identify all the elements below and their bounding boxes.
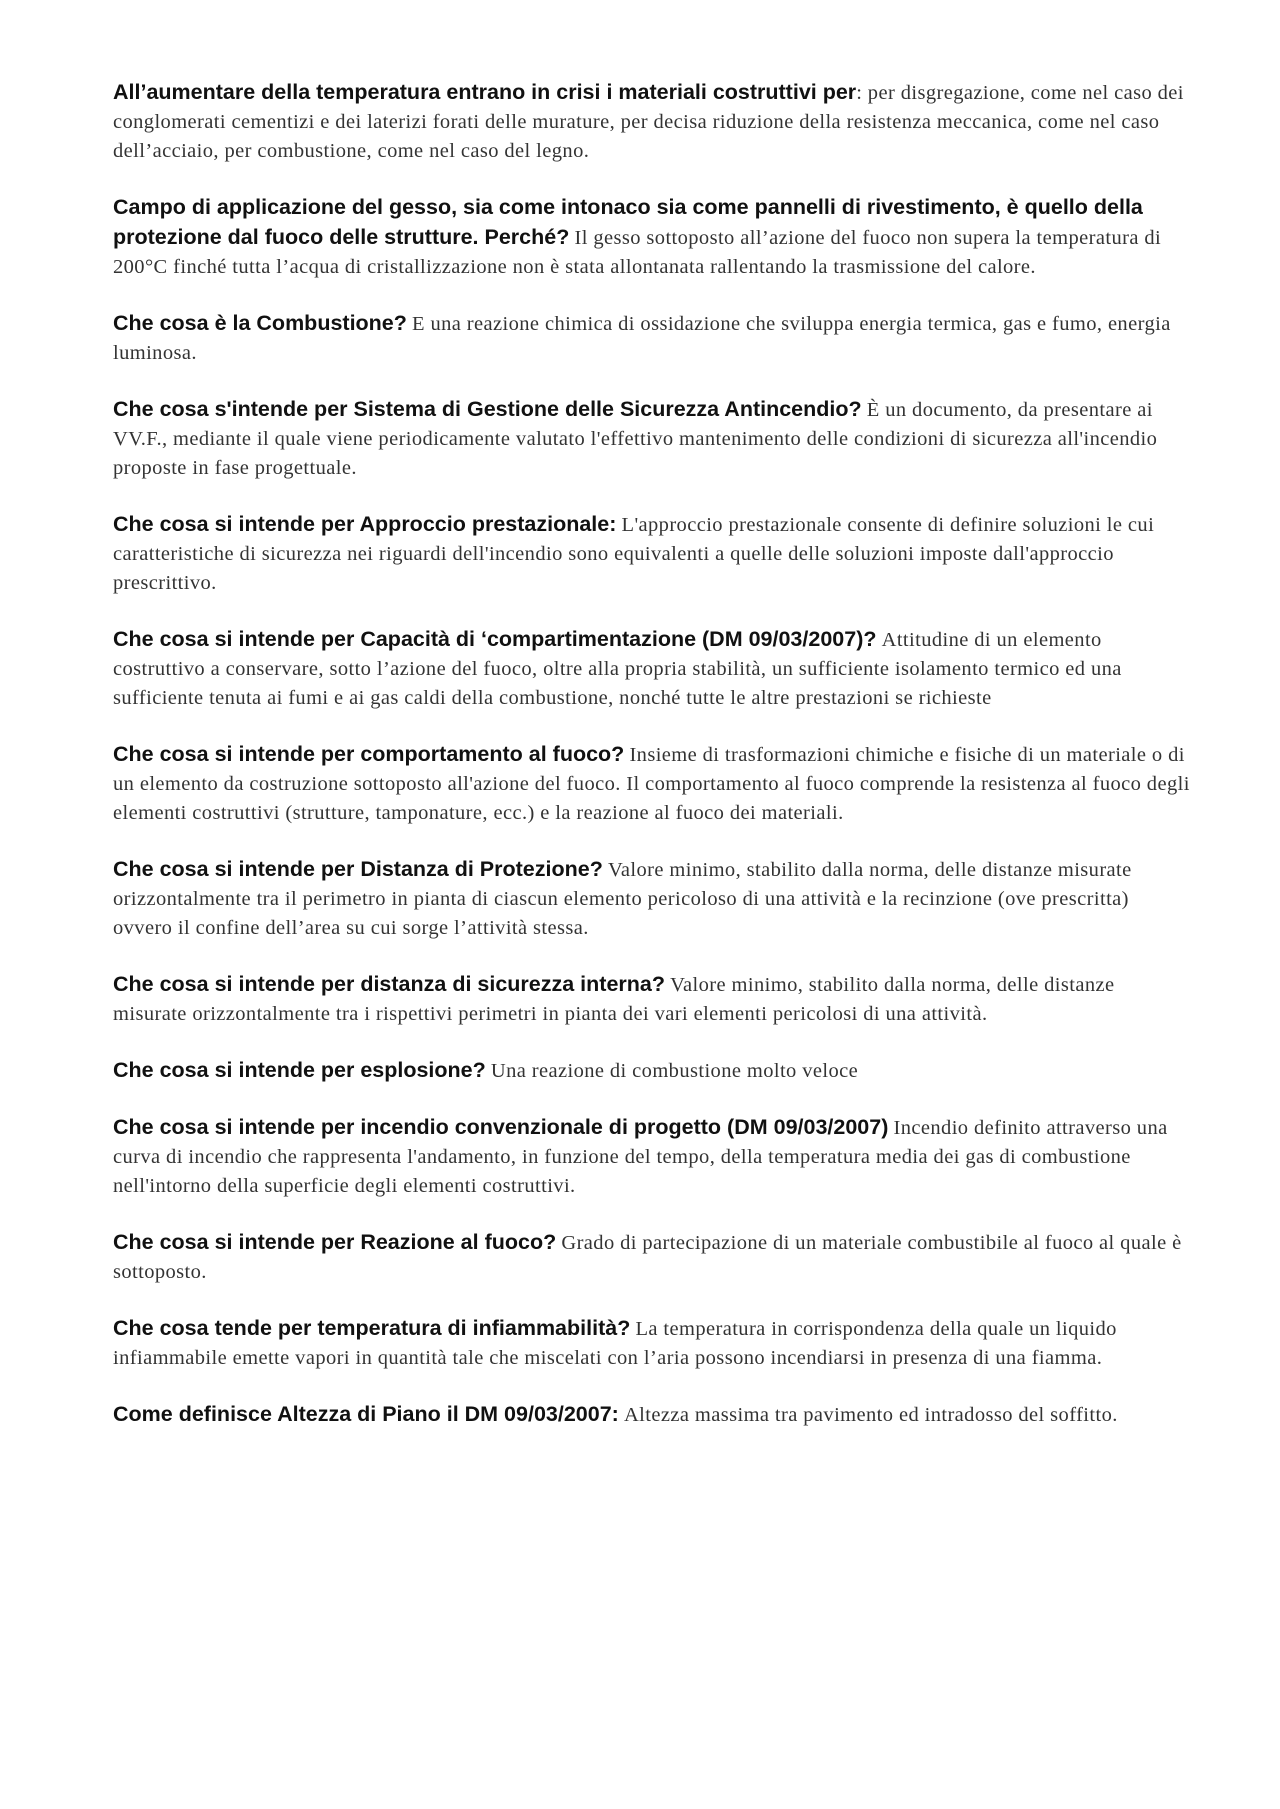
qa-entry-2 bbox=[113, 193, 1193, 282]
question: Che cosa s'intende per Sistema di Gestione delle Sicurezza Antincendio? bbox=[113, 397, 862, 421]
qa-entry-4 bbox=[113, 395, 1193, 483]
qa-entry-12 bbox=[113, 1228, 1193, 1287]
qa-entry-14 bbox=[113, 1400, 1193, 1430]
question: Che cosa si intende per distanza di sicurezza interna? bbox=[113, 972, 665, 996]
qa-entry-13 bbox=[113, 1314, 1193, 1373]
answer: E una reazione chimica di ossidazione che sviluppa energia termica, gas e fumo, energia luminosa. bbox=[113, 313, 1171, 364]
question: Che cosa tende per temperatura di infiammabilità? bbox=[113, 1316, 631, 1340]
document-page bbox=[113, 78, 1193, 1457]
answer: : per disgregazione, come nel caso dei conglomerati cementizi e dei laterizi forati delle murature, per decisa riduzione della resistenza meccanica, come nel caso dell’acciaio, per combustione, come nel caso del legno. bbox=[113, 82, 1184, 162]
qa-entry-11 bbox=[113, 1113, 1193, 1201]
question: Che cosa si intende per Reazione al fuoco? bbox=[113, 1230, 557, 1254]
qa-entry-3 bbox=[113, 309, 1193, 368]
qa-entry-6 bbox=[113, 625, 1193, 713]
question: All’aumentare della temperatura entrano in crisi i materiali costruttivi per bbox=[113, 80, 857, 104]
answer: Grado di partecipazione di un materiale combustibile al fuoco al quale è sottoposto. bbox=[113, 1232, 1182, 1283]
answer: Altezza massima tra pavimento ed intradosso del soffitto. bbox=[623, 1404, 1118, 1426]
answer: È un documento, da presentare ai VV.F., mediante il quale viene periodicamente valutato l'effettivo mantenimento delle condizioni di sicurezza all'incendio proposte in fase progettuale. bbox=[113, 399, 1158, 479]
answer: Una reazione di combustione molto veloce bbox=[490, 1060, 859, 1082]
answer: Incendio definito attraverso una curva di incendio che rappresenta l'andamento, in funzione del tempo, della temperatura media dei gas di combustione nell'intorno della superficie degli elementi costruttivi. bbox=[113, 1117, 1168, 1197]
answer: Valore minimo, stabilito dalla norma, delle distanze misurate orizzontalmente tra il perimetro in pianta di ciascun elemento pericoloso di una attività e la recinzione (ove prescritta) ovvero il confine dell’area su cui sorge l’attività stessa. bbox=[113, 859, 1132, 939]
question: Che cosa si intende per Distanza di Protezione? bbox=[113, 857, 603, 881]
qa-entry-9 bbox=[113, 970, 1193, 1029]
answer: Valore minimo, stabilito dalla norma, delle distanze misurate orizzontalmente tra i rispettivi perimetri in pianta dei vari elementi pericolosi di una attività. bbox=[113, 974, 1115, 1025]
question: Che cosa si intende per Capacità di ‘compartimentazione (DM 09/03/2007)? bbox=[113, 627, 877, 651]
question: Che cosa è la Combustione? bbox=[113, 311, 407, 335]
question: Che cosa si intende per Approccio prestazionale: bbox=[113, 512, 617, 536]
qa-entry-5 bbox=[113, 510, 1193, 598]
question: Che cosa si intende per incendio convenzionale di progetto (DM 09/03/2007) bbox=[113, 1115, 889, 1139]
question: Campo di applicazione del gesso, sia come intonaco sia come pannelli di rivestimento, è quello della protezione dal fuoco delle strutture. Perché? bbox=[113, 195, 1143, 249]
qa-entry-8 bbox=[113, 855, 1193, 943]
answer: Attitudine di un elemento costruttivo a conservare, sotto l’azione del fuoco, oltre alla propria stabilità, un sufficiente isolamento termico ed una sufficiente tenuta ai fumi e ai gas caldi della combustione, nonché tutte le altre prestazioni se richieste bbox=[113, 629, 1122, 709]
qa-entry-1 bbox=[113, 78, 1193, 166]
qa-entry-7 bbox=[113, 740, 1193, 828]
question: Come definisce Altezza di Piano il DM 09/03/2007: bbox=[113, 1402, 619, 1426]
question: Che cosa si intende per esplosione? bbox=[113, 1058, 486, 1082]
answer: La temperatura in corrispondenza della quale un liquido infiammabile emette vapori in quantità tale che miscelati con l’aria possono incendiarsi in presenza di una fiamma. bbox=[113, 1318, 1117, 1369]
answer: L'approccio prestazionale consente di definire soluzioni le cui caratteristiche di sicurezza nei riguardi dell'incendio sono equivalenti a quelle delle soluzioni imposte dall'approccio prescrittivo. bbox=[113, 514, 1155, 594]
qa-entry-10 bbox=[113, 1056, 1193, 1086]
question: Che cosa si intende per comportamento al fuoco? bbox=[113, 742, 625, 766]
answer: Insieme di trasformazioni chimiche e fisiche di un materiale o di un elemento da costruzione sottoposto all'azione del fuoco. Il comportamento al fuoco comprende la resistenza al fuoco degli elementi costruttivi (strutture, tamponature, ecc.) e la reazione al fuoco dei materiali. bbox=[113, 744, 1190, 824]
answer: Il gesso sottoposto all’azione del fuoco non supera la temperatura di 200°C finché tutta l’acqua di cristallizzazione non è stata allontanata rallentando la trasmissione del calore. bbox=[113, 227, 1162, 278]
